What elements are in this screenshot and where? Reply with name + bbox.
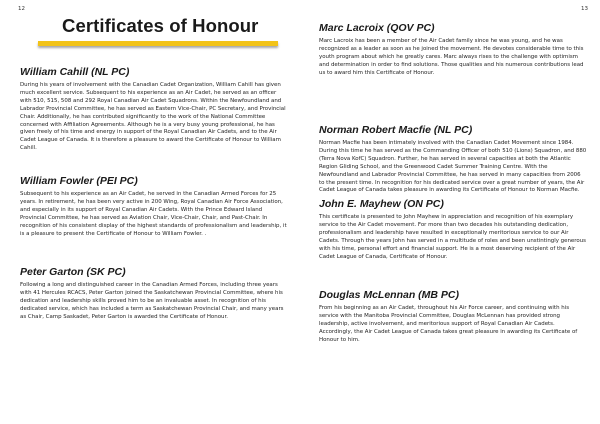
recipient-citation: Norman Macfie has been intimately involved with the Canadian Cadet Movement since 1984. During this time he has served as the Commanding Officer of both 510 (Lions) Squadron, and 880 (Terra Nova KofC) Squadron. Further, he has served in several capacities at both the Atlantic Region Gliding School, and the Greenwood Cadet Summer Training Centre. With the Newfoundland and Labrador Provincial Committee, he has served in many capacities from 2006 to the present time. In recognition for his dedicated service over a great number of years, the Air Cadet League of Canada takes pleasure in awarding its Certificate of Honour to Norman Macfie. bbox=[319, 140, 587, 194]
section-title: Certificates of Honour bbox=[62, 15, 259, 36]
recipient-name: William Cahill (NL PC) bbox=[20, 66, 130, 78]
award-entry bbox=[319, 198, 587, 261]
award-entry bbox=[20, 66, 288, 153]
recipient-name: Norman Robert Macfie (NL PC) bbox=[319, 124, 473, 136]
recipient-citation: Marc Lacroix has been a member of the Air Cadet family since he was young, and he was recognized as a leader as soon as he joined the movement. He devotes considerable time to this youth program about which he greatly cares. Marc always rises to the challenge with optimism and determination in order to find solutions. Those qualities and his numerous contributions lead us to award him this Certificate of Honour. bbox=[319, 38, 584, 76]
recipient-citation: This certificate is presented to John Mayhew in appreciation and recognition of his exemplary service to the Air Cadet movement. For more than two decades his outstanding dedication, professionalism and leadership have resulted in exceptionally meritorious service to our Air Cadets. Through the years John has served in a multitude of roles and been unstintingly generous with his time, personal effort and financial support. He is a most deserving recipient of the Air Cadet League of Canada, Certificate of Honour. bbox=[319, 214, 586, 260]
heading-underline bbox=[38, 41, 278, 46]
recipient-citation: From his beginning as an Air Cadet, throughout his Air Force career, and continuing with his service with the Manitoba Provincial Committee, Douglas McLennan has provided strong leadership, active involvement, and meritorious support of Royal Canadian Air Cadets. Accordingly, the Air Cadet League of Canada takes great pleasure in awarding its Certificate of Honour to him. bbox=[319, 305, 578, 343]
recipient-name: Douglas McLennan (MB PC) bbox=[319, 289, 460, 301]
award-entry bbox=[319, 289, 587, 345]
right-page bbox=[300, 0, 600, 424]
award-entry bbox=[319, 124, 587, 195]
section-heading bbox=[38, 14, 288, 46]
award-entry bbox=[20, 175, 288, 238]
recipient-name: Marc Lacroix (QOV PC) bbox=[319, 22, 435, 34]
page-number-left: 12 bbox=[18, 6, 25, 12]
recipient-name: Peter Garton (SK PC) bbox=[20, 266, 126, 278]
recipient-citation: Subsequent to his experience as an Air Cadet, he served in the Canadian Armed Forces for 25 years. In retirement, he has been very active in 200 Wing, Royal Canadian Air Force Association, and especially in its support of Royal Canadian Air Cadets. With the Prince Edward Island Provincial Committee, he has served as Aviation Chair, Vice-Chair, Chair, and Past-Chair. In recognition of his consistent display of the highest standards of professionalism and leadership, it is a pleasure to present the Certificate of Honour to William Fowler. . bbox=[20, 191, 287, 237]
recipient-citation: During his years of involvement with the Canadian Cadet Organization, William Cahill has given much excellent service. Subsequent to his experience as an Air Cadet, he served as an officer with 510, 515, 508 and 292 Royal Canadian Air Cadet Squadrons. Within the Newfoundland and Labrador Provincial Committee, he has served as Eastern Vice-Chair, PC Secretary, and Provincial Chair. Additionally, he has contributed significantly to the work of the National Committee concerned with Affiliation Agreements. Although he is a very busy young professional, he has given freely of his time and energy in support of the Royal Canadian Air Cadets, and to the Air Cadet League of Canada. It is therefore a pleasure to award the Certificate of Honour to William Cahill. bbox=[20, 82, 286, 152]
recipient-name: John E. Mayhew (ON PC) bbox=[319, 198, 444, 210]
recipient-citation: Following a long and distinguished career in the Canadian Armed Forces, including three years with 41 Hercules RCACS, Peter Garton joined the Saskatchewan Provincial Committee, where his dedication and leadership skills proved him to be an invaluable asset. In recognition of his dedicated service, which has included a term as Saskatchewan Provincial Chair, and many years as Chair, Camp Saskadet, Peter Garton is awarded the Certificate of Honour. bbox=[20, 282, 284, 320]
award-entry bbox=[319, 22, 587, 78]
page-number-right: 13 bbox=[581, 6, 588, 12]
recipient-name: William Fowler (PEI PC) bbox=[20, 175, 138, 187]
award-entry bbox=[20, 266, 288, 322]
